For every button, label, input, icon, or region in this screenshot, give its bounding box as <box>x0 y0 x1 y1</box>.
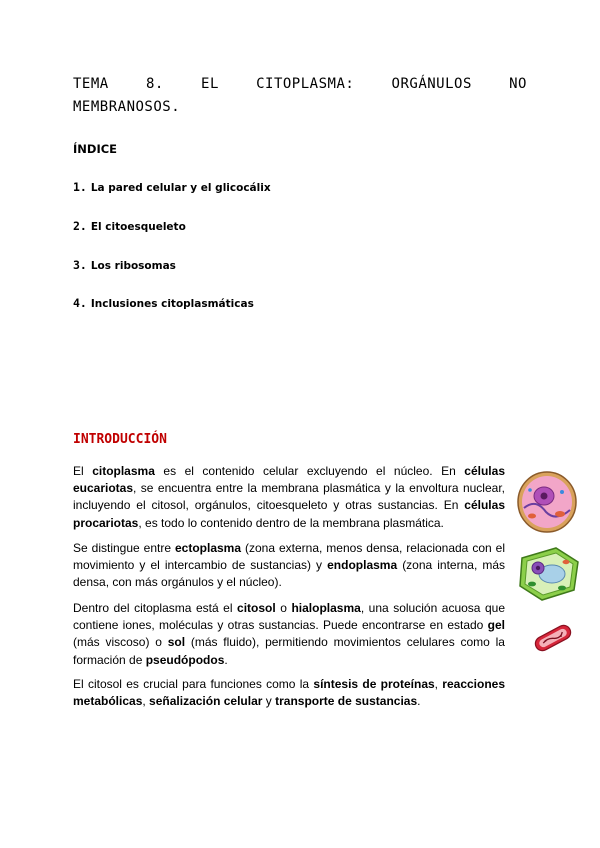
title-word: NO <box>509 76 527 92</box>
animal-cell-illustration <box>516 470 578 534</box>
text-run: es el contenido celular excluyendo el núcleo. En <box>154 464 465 478</box>
title-word: 8. <box>145 76 164 92</box>
index-heading: ÍNDICE <box>73 142 118 156</box>
text-run: , es todo lo contenido dentro de la membrana plasmática. <box>138 515 444 530</box>
plant-cell-illustration <box>516 544 582 602</box>
toc-item-label: Inclusiones citoplasmáticas <box>90 298 254 310</box>
toc-item-3 <box>73 258 176 272</box>
bold-term: síntesis de proteínas <box>313 677 435 691</box>
text-run: Dentro del citoplasma está el <box>73 601 238 615</box>
title-line-1 <box>73 73 527 96</box>
intro-paragraph-3 <box>73 600 505 669</box>
text-run: (más fluido), permitiendo movimientos celulares como la formación de <box>73 635 505 667</box>
toc-item-number: 3. <box>73 258 87 272</box>
toc-item-label: Los ribosomas <box>90 260 176 272</box>
text-run: (zona externa, menos densa, relacionada con el movimiento y el intercambio de sustancias) y <box>73 541 505 573</box>
toc-item-label: La pared celular y el glicocálix <box>90 182 271 194</box>
text-run: , <box>434 677 443 691</box>
text-run: . <box>224 652 228 667</box>
bold-term: reacciones metabólicas <box>73 677 506 709</box>
intro-paragraph-2 <box>73 540 505 592</box>
bold-term: transporte de sustancias <box>275 694 418 709</box>
bold-term: citoplasma <box>92 464 155 478</box>
toc-item-number: 4. <box>73 296 87 310</box>
document-title <box>73 73 527 119</box>
toc-item-label: El citoesqueleto <box>90 221 186 233</box>
text-run: , una solución acuosa que contiene iones, moléculas y otras sustancias. Puede encontrarse en estado <box>73 601 506 633</box>
bold-term: endoplasma <box>327 558 398 573</box>
text-run: El citosol es crucial para funciones como la <box>73 677 314 691</box>
bold-term: ectoplasma <box>174 541 242 555</box>
toc-item-2 <box>73 219 186 233</box>
text-run: , <box>142 694 150 709</box>
title-word: ORGÁNULOS <box>391 76 472 92</box>
bold-term: gel <box>487 618 505 633</box>
toc-item-number: 2. <box>73 219 87 233</box>
bold-term: células eucariotas <box>73 464 505 496</box>
bacterium-illustration <box>530 623 576 653</box>
bold-term: citosol <box>237 601 276 615</box>
bold-term: sol <box>167 635 186 650</box>
text-run: (más viscoso) o <box>73 635 168 650</box>
title-word: EL <box>201 76 219 92</box>
text-run: , se encuentra entre la membrana plasmática y la envoltura nuclear, incluyendo el citosol, orgánulos, citoesqueleto y otras sustancias. En <box>73 481 505 513</box>
title-line-2: MEMBRANOSOS. <box>73 99 181 115</box>
text-run: El <box>73 464 93 478</box>
text-run: (zona interna, más densa, con más orgánulos y el núcleo). <box>73 558 505 590</box>
bold-term: pseudópodos <box>145 652 225 667</box>
text-run: y <box>262 694 276 709</box>
text-run: o <box>275 601 292 615</box>
text-run: . <box>417 694 421 709</box>
title-word: CITOPLASMA: <box>256 76 355 92</box>
toc-item-1 <box>73 180 271 194</box>
bold-term: hialoplasma <box>291 601 361 615</box>
bold-term: señalización celular <box>149 694 263 709</box>
title-word: TEMA <box>73 76 109 92</box>
text-run: Se distingue entre <box>73 541 175 555</box>
intro-paragraph-1 <box>73 463 505 532</box>
intro-heading: INTRODUCCIÓN <box>73 432 167 447</box>
bold-term: células procariotas <box>73 498 505 530</box>
toc-item-4 <box>73 296 254 310</box>
intro-paragraph-4 <box>73 676 505 710</box>
toc-item-number: 1. <box>73 180 87 194</box>
